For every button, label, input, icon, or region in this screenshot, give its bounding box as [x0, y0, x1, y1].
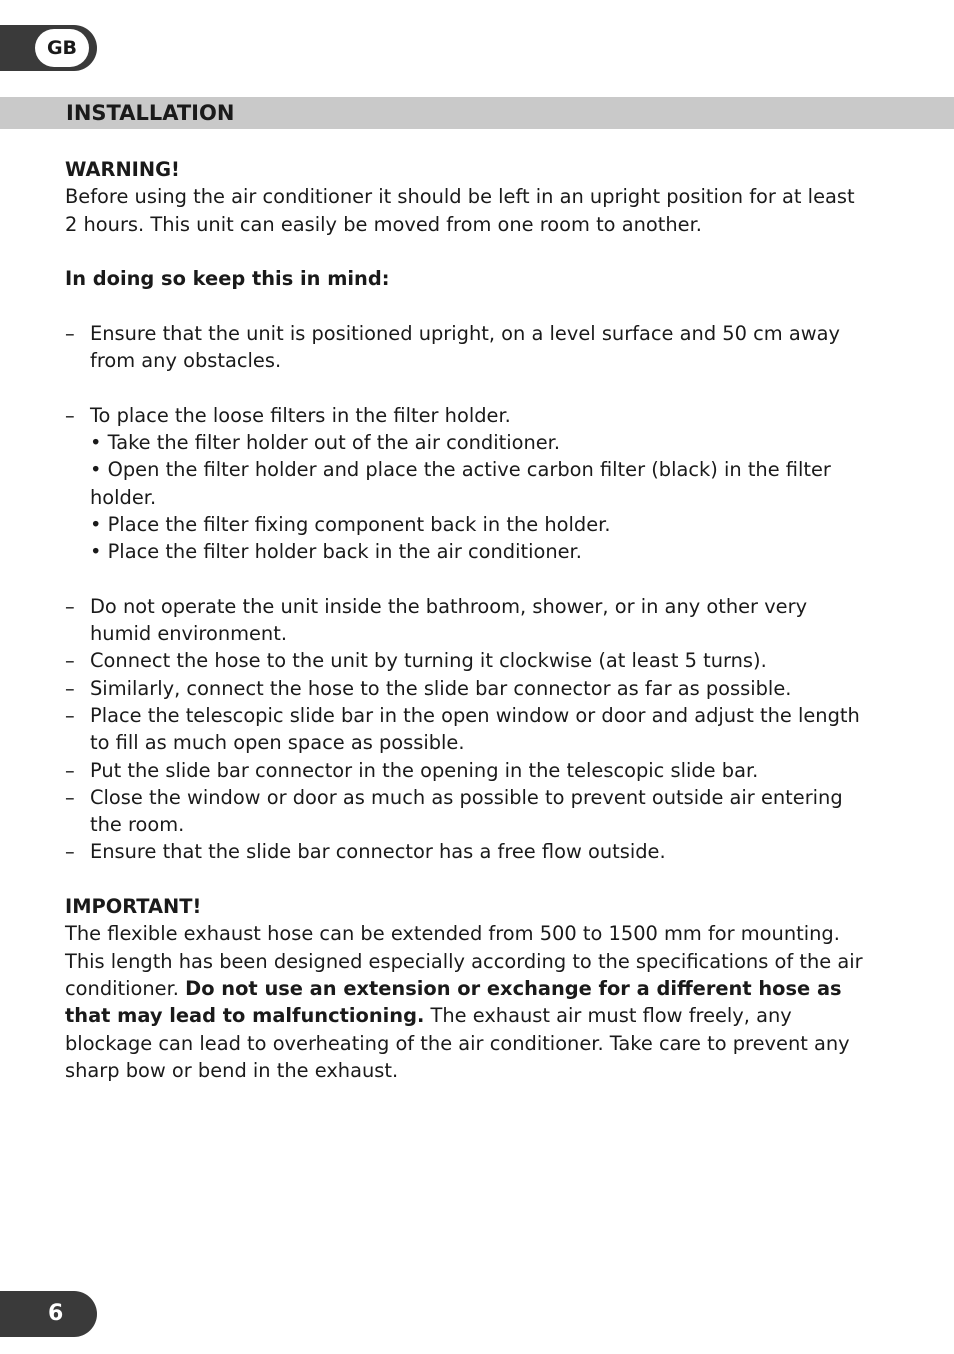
- filter-step-text: Open the filter holder and place the active carbon filter (black) in the filter holder.: [90, 458, 831, 509]
- list-item: [65, 757, 865, 784]
- instruction-list-b: [65, 593, 865, 866]
- dash-marker: –: [65, 403, 75, 427]
- important-heading: IMPORTANT!: [65, 895, 202, 919]
- list-item-text: Do not operate the unit inside the bathroom, shower, or in any other very humid environment.: [90, 594, 808, 646]
- keep-in-mind-heading: In doing so keep this in mind:: [65, 267, 390, 291]
- language-tab: [0, 25, 97, 71]
- important-text-2: The exhaust air must flow freely, any blockage can lead to overheating of the air conditioner. Take care to prevent any sharp bow or bend in the exhaust.: [65, 1004, 850, 1082]
- filter-step: [65, 429, 865, 456]
- filter-step: [65, 511, 865, 538]
- list-item-text: Place the telescopic slide bar in the open window or door and adjust the length to fill as much open space as possible.: [90, 703, 860, 755]
- dash-marker: –: [65, 785, 75, 809]
- list-item-text: Ensure that the unit is positioned upright, on a level surface and 50 cm away from any obstacles.: [90, 321, 840, 373]
- dash-marker: –: [65, 703, 75, 727]
- list-item: [65, 593, 865, 648]
- list-item: [65, 675, 865, 702]
- instruction-list-a: [65, 320, 865, 375]
- list-item: [65, 784, 865, 839]
- page-number: 6: [48, 1301, 64, 1326]
- filter-instructions: [65, 402, 865, 429]
- dash-marker: –: [65, 649, 75, 673]
- list-item-text: Ensure that the slide bar connector has a free flow outside.: [90, 840, 666, 864]
- page-content: [65, 156, 865, 1084]
- dash-marker: –: [65, 321, 75, 345]
- important-text-bold: Do not use an extension or exchange for a different hose as that may lead to malfunctioning.: [65, 976, 842, 1028]
- bullet-marker: •: [90, 512, 102, 536]
- dash-marker: –: [65, 594, 75, 618]
- filter-step-text: Place the filter holder back in the air conditioner.: [107, 540, 582, 564]
- filter-step: [65, 456, 865, 511]
- important-paragraph: [65, 920, 865, 1084]
- list-item-text: Connect the hose to the unit by turning it clockwise (at least 5 turns).: [90, 649, 767, 673]
- dash-marker: –: [65, 758, 75, 782]
- list-item-text: Similarly, connect the hose to the slide bar connector as far as possible.: [90, 676, 792, 700]
- filter-step: [65, 538, 865, 565]
- section-header-bar: [0, 97, 954, 129]
- warning-heading: WARNING!: [65, 158, 180, 181]
- section-title: INSTALLATION: [66, 101, 235, 125]
- language-badge: GB: [35, 29, 89, 67]
- list-item: [65, 838, 865, 865]
- important-text-1: The flexible exhaust hose can be extended from 500 to 1500 mm for mounting. This length has been designed especially according to the specifications of the air conditioner.: [65, 922, 863, 1000]
- dash-marker: –: [65, 676, 75, 700]
- dash-marker: –: [65, 840, 75, 864]
- list-item-text: Close the window or door as much as possible to prevent outside air entering the room.: [90, 785, 843, 837]
- list-item: [65, 320, 865, 375]
- filter-steps: [65, 429, 865, 565]
- filter-step-text: Take the filter holder out of the air conditioner.: [107, 430, 561, 454]
- bullet-marker: •: [90, 430, 102, 454]
- list-item: [65, 702, 865, 757]
- warning-text: Before using the air conditioner it should be left in an upright position for at least 2 hours. This unit can easily be moved from one room to another.: [65, 185, 855, 236]
- filter-step-text: Place the filter fixing component back in the holder.: [107, 512, 611, 536]
- bullet-marker: •: [90, 458, 102, 482]
- list-item-text: Put the slide bar connector in the opening in the telescopic slide bar.: [90, 758, 759, 782]
- bullet-marker: •: [90, 540, 102, 564]
- list-item: [65, 647, 865, 674]
- filter-intro: To place the loose filters in the filter holder.: [90, 403, 511, 427]
- page-number-tab: [0, 1291, 97, 1337]
